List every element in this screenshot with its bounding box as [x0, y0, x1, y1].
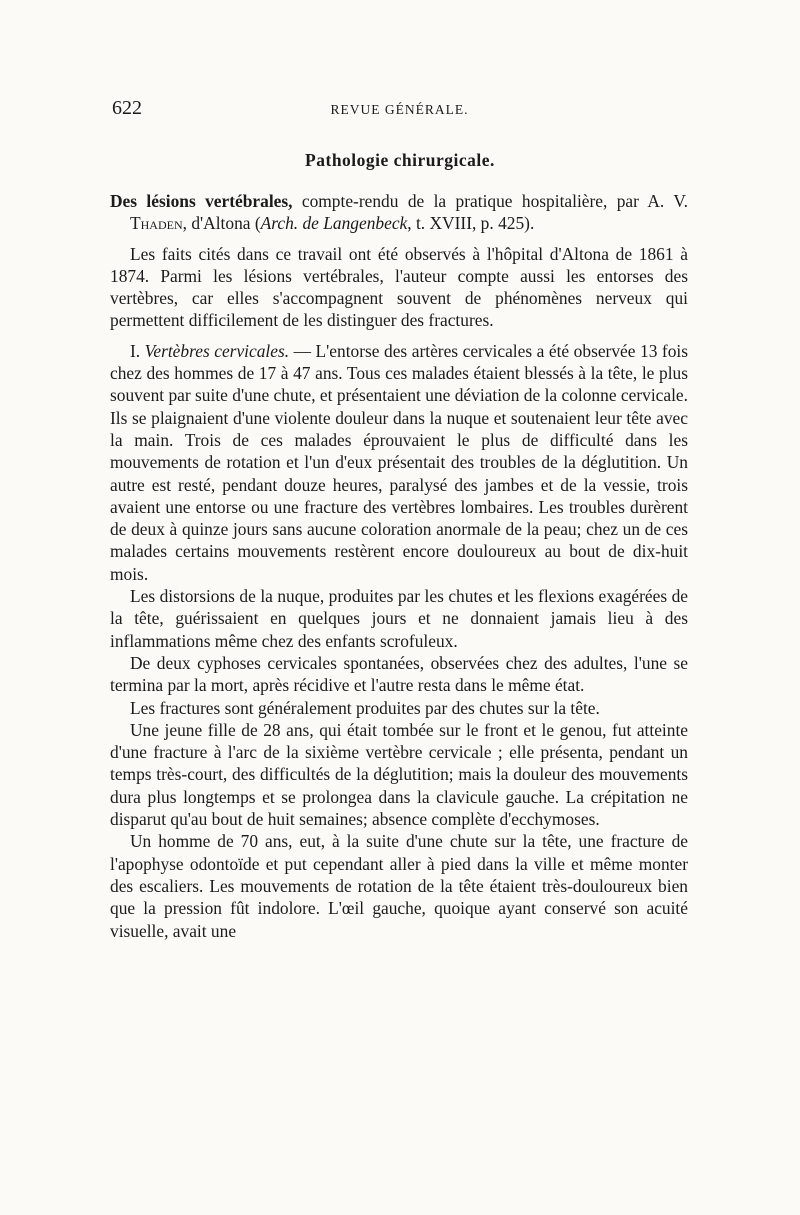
entry-text-3: , t. XVIII, p. 425). — [407, 213, 535, 234]
paragraph-homme-70-ans: Un homme de 70 ans, eut, à la suite d'une chute sur la tête, une fracture de l'apophyse odontoïde et put cependant aller à pied dans la ville et même monter des escaliers. Les mouvements de rotation de la tête étaient très-douloureux bien que la pression fût indolore. L'œil gauche, quoique ayant conservé son acuité visuelle, avait une — [110, 831, 688, 941]
paragraph-fractures: Les fractures sont généralement produites par des chutes sur la tête. — [130, 697, 600, 718]
intro-paragraph: Les faits cités dans ce travail ont été observés à l'hôpital d'Altona de 1861 à 1874. Parmi les lésions vertébrales, l'auteur compte aussi les entorses des vertèbres, car elles s'accompagnent souvent de phénomènes nerveux qui permettent difficilement de les distinguer des fractures. — [110, 243, 688, 331]
paragraph-cyphoses: De deux cyphoses cervicales spontanées, observées chez des adultes, l'une se termina par la mort, après récidive et l'autre resta dans le même état. — [110, 652, 688, 696]
cervical-number: I. — [130, 340, 145, 361]
entry-title: Des lésions vertébrales, — [110, 191, 293, 211]
cervical-paragraph — [110, 340, 688, 585]
page-number: 622 — [112, 97, 142, 119]
paragraph-jeune-fille: Une jeune fille de 28 ans, qui était tombée sur le front et le genou, fut atteinte d'une fracture à l'arc de la sixième vertèbre cervicale ; elle présenta, pendant un temps très-court, des difficultés de la déglutition; mais la douleur des mouvements dura plus longtemps et se prolongea dans la clavicule gauche. La crépitation ne disparut qu'au bout de huit semaines; absence complète d'ecchymoses. — [110, 719, 688, 830]
paragraph-distorsions: Les distorsions de la nuque, produites par les chutes et les flexions exagérées de la tête, guérissaient en quelques jours et ne donnaient jamais lieu à des inflammations même chez des enfants scrofuleux. — [110, 586, 688, 651]
article-body — [110, 190, 688, 942]
entry-author: Thaden — [130, 213, 183, 234]
running-title: REVUE GÉNÉRALE. — [330, 102, 469, 117]
entry-text-1: compte-rendu de la pratique hospitalière, par A. V. — [292, 191, 688, 211]
cervical-heading: Vertèbres cervicales. — [144, 340, 290, 361]
entry-journal: Arch. de Langenbeck — [260, 213, 408, 234]
section-title: Pathologie chirurgicale. — [305, 150, 495, 170]
entry-text-2: , d'Altona ( — [182, 213, 261, 234]
cervical-text: — L'entorse des artères cervicales a été observée 13 fois chez des hommes de 17 à 47 ans. Tous ces malades étaient blessés à la tête, le plus souvent par suite d'une chute, et présentaient une déviation de la colonne cervicale. Ils se plaignaient d'une violente douleur dans la nuque et soutenaient leur tête avec la main. Trois de ces malades éprouvaient le plus de difficulté dans les mouvements de rotation et l'un d'eux présentait des troubles de la déglutition. Un autre est resté, pendant douze heures, paralysé des jambes et de la vessie, trois avaient une entorse ou une fracture des vertèbres lombaires. Les troubles durèrent de deux à quinze jours sans aucune coloration anormale de la peau; chez un de ces malades certains mouvements restèrent encore douloureux au bout de dix-huit mois. — [110, 340, 689, 584]
page-header — [112, 97, 687, 123]
bibliographic-entry — [110, 190, 688, 235]
